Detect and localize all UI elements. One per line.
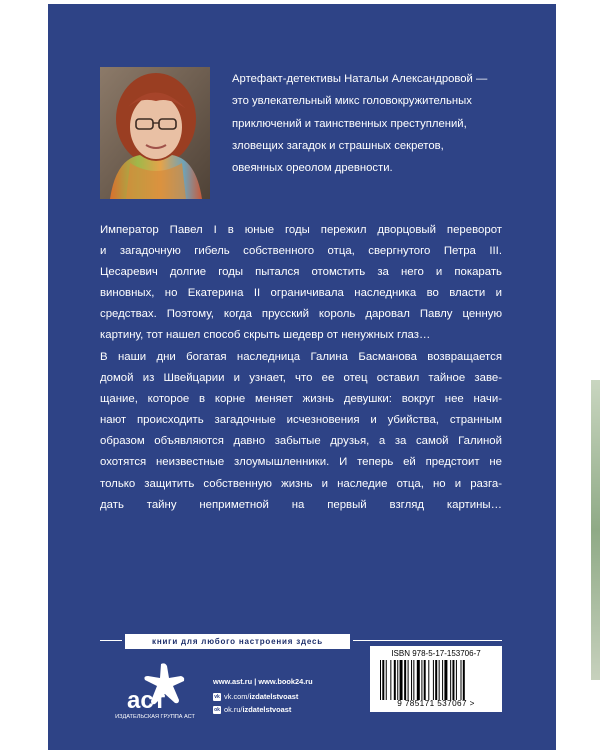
barcode-bar <box>400 660 403 700</box>
text-line: В наши дни богатая наследница Галина Басманова возвращается <box>100 351 502 363</box>
vk-handle: izdatelstvoast <box>249 692 299 701</box>
divider-left <box>100 640 122 641</box>
ok-link[interactable] <box>213 705 291 714</box>
barcode-bar <box>424 660 426 700</box>
barcode-bar <box>428 660 429 700</box>
barcode-bar <box>380 660 381 700</box>
barcode-bar <box>390 660 391 700</box>
tagline-banner: книги для любого настроения здесь <box>125 634 350 649</box>
synopsis-paragraph-2 <box>100 347 502 516</box>
adjacent-cover-edge <box>591 380 600 680</box>
barcode-bar <box>444 660 447 700</box>
isbn-number: ISBN 978-5-17-153706-7 <box>391 649 481 658</box>
author-photo <box>100 67 210 199</box>
ok-handle: izdatelstvoast <box>242 705 292 714</box>
odnoklassniki-icon: ok <box>214 706 220 713</box>
logo-text: аст <box>127 687 166 714</box>
ok-prefix: ok.ru/ <box>224 705 243 714</box>
divider-right <box>353 640 502 641</box>
barcode-bar <box>404 660 406 700</box>
isbn-barcode <box>370 646 502 712</box>
text-line: виновных, но Екатерина II ограничивала наследника во власти и <box>100 287 502 300</box>
text-line: охотятся неизвестные злоумышленники. И теперь ей предстоит не <box>100 456 502 469</box>
publisher-name: ИЗДАТЕЛЬСКАЯ ГРУППА АСТ <box>115 714 195 720</box>
barcode-bar <box>433 660 434 700</box>
barcode-bars-icon <box>380 660 492 700</box>
bio-line: зловещих загадок и страшных секретов, <box>232 139 444 152</box>
barcode-bar <box>382 660 384 700</box>
barcode-bar <box>394 660 396 700</box>
text-line: Цесаревич долгие годы пытался отомстить за него и покарать <box>100 266 502 279</box>
barcode-bar <box>452 660 454 700</box>
bio-line: Артефакт-детективы Натальи Александровой — <box>232 73 488 85</box>
text-line: щание, которое в корне меняет жизнь девушки: вокруг нее начи- <box>100 393 502 406</box>
barcode-bar <box>417 660 420 700</box>
bio-line: овеянных ореолом древности. <box>232 162 393 175</box>
text-line: средствах. Поэтому, когда прусский король даровал Павлу ценную <box>100 308 502 321</box>
vk-prefix: vk.com/ <box>224 692 250 701</box>
text-line: и загадочную гибель собственного отца, свергнутого Петра III. <box>100 245 502 258</box>
text-line: нают происходить загадочные исчезновения и убийства, странным <box>100 414 502 427</box>
author-portrait-image <box>100 67 210 199</box>
barcode-bar <box>439 660 440 700</box>
website-links[interactable]: www.ast.ru | www.book24.ru <box>213 677 313 686</box>
barcode-bar <box>421 660 422 700</box>
barcode-bar <box>435 660 437 700</box>
text-line: картину, тот нашел способ скрыть шедевр от ненужных глаз… <box>100 329 431 342</box>
author-bio <box>232 68 532 179</box>
barcode-digits: 9 785171 537067 > <box>397 699 475 708</box>
vk-link[interactable] <box>213 692 298 701</box>
text-line: дать тайну неприметной на первый взгляд картины… <box>100 498 502 511</box>
barcode-bar <box>397 660 398 700</box>
barcode-bar <box>442 660 443 700</box>
barcode-bar <box>463 660 465 700</box>
barcode-bar <box>450 660 451 700</box>
barcode-bar <box>386 660 387 700</box>
synopsis-paragraph-1 <box>100 220 502 347</box>
ast-logo-icon <box>103 656 208 714</box>
barcode-bar <box>411 660 412 700</box>
text-line: Император Павел I в юные годы пережил дворцовый переворот <box>100 224 502 236</box>
barcode-bar <box>408 660 409 700</box>
barcode-bar <box>461 660 462 700</box>
barcode-bar <box>413 660 414 700</box>
bio-line: приключений и таинственных преступлений, <box>232 117 467 130</box>
text-line: домой из Швейцарии и узнает, что ее отец оставил тайное заве- <box>100 372 502 385</box>
vk-icon: vk <box>214 693 220 700</box>
barcode-bar <box>456 660 457 700</box>
text-line: образом объявляются давно забытые друзья, а за самой Галиной <box>100 435 502 448</box>
text-line: только защитить собственную жизнь и наследие отца, но и разга- <box>100 477 502 490</box>
bio-line: это увлекательный микс головокружительных <box>232 95 472 108</box>
